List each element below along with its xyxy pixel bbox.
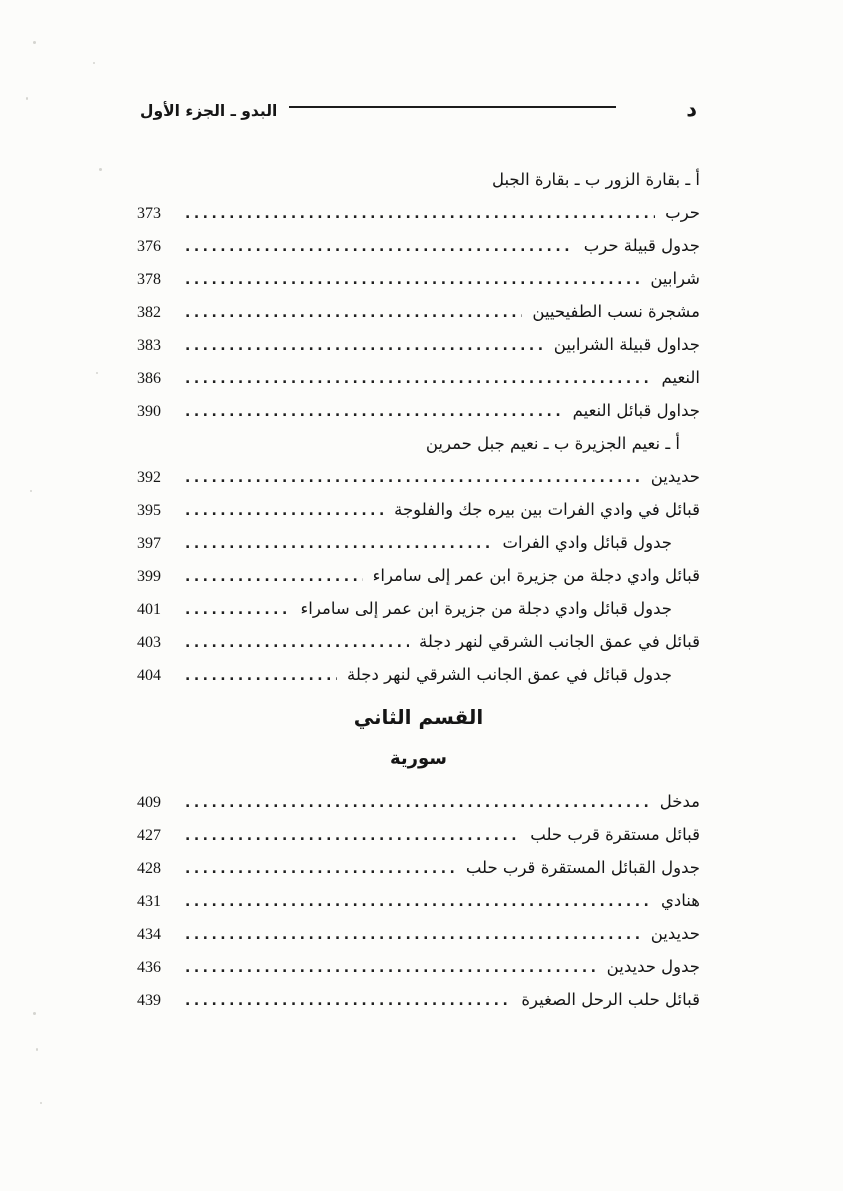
dot-leader xyxy=(185,828,520,844)
toc-entry-page-number: 383 xyxy=(137,337,161,354)
toc-entry-row xyxy=(137,658,700,691)
toc-entry-title: جدول قبيلة حرب xyxy=(583,236,700,255)
toc-entry-title: النعيم xyxy=(661,368,700,387)
scan-speck xyxy=(40,1102,42,1104)
dot-leader xyxy=(185,305,522,321)
toc-entry-page-number: 399 xyxy=(137,568,161,585)
toc-entry-title: شرابين xyxy=(650,269,700,288)
toc-entry-title: مدخل xyxy=(659,792,700,811)
dot-leader xyxy=(185,272,640,288)
dot-leader xyxy=(185,861,456,877)
dot-leader xyxy=(185,635,409,651)
toc-entry-row xyxy=(137,884,700,917)
toc-entry-title: جدول قبائل وادي دجلة من جزيرة ابن عمر إلى سامراء xyxy=(300,599,672,618)
toc-entry-title: قبائل في وادي الفرات بين بيره جك والفلوجة xyxy=(394,500,700,519)
dot-leader xyxy=(185,795,650,811)
toc-entry-title: قبائل في عمق الجانب الشرقي لنهر دجلة xyxy=(419,632,700,651)
toc-entry-row xyxy=(137,328,700,361)
toc-entry-title: قبائل حلب الرحل الصغيرة xyxy=(521,990,700,1009)
toc-entry-row xyxy=(137,262,700,295)
dot-leader xyxy=(185,960,597,976)
dot-leader xyxy=(185,371,651,387)
scan-speck xyxy=(93,62,95,64)
toc-entry-page-number: 404 xyxy=(137,667,161,684)
toc-entry-page-number: 376 xyxy=(137,238,161,255)
toc-subheading: أ ـ بقارة الزور ب ـ بقارة الجبل xyxy=(491,170,700,189)
part-heading: القسم الثاني xyxy=(353,705,484,729)
toc-entry-page-number: 378 xyxy=(137,271,161,288)
book-title: البدو ـ الجزء الأول xyxy=(140,102,278,120)
toc-entry-page-number: 395 xyxy=(137,502,161,519)
header-rule xyxy=(289,106,616,108)
scan-speck xyxy=(96,372,98,374)
dot-leader xyxy=(185,993,511,1009)
toc-entry-row xyxy=(137,295,700,328)
scan-speck xyxy=(36,1048,38,1051)
toc-entry-title: جداول قبائل النعيم xyxy=(572,401,700,420)
dot-leader xyxy=(185,894,651,910)
toc-entry-title: قبائل مستقرة قرب حلب xyxy=(530,825,700,844)
toc-entry-title: مشجرة نسب الطفيحيين xyxy=(532,302,700,321)
dot-leader xyxy=(185,927,641,943)
toc-entry-row xyxy=(137,592,700,625)
toc-entry-row xyxy=(137,361,700,394)
toc-entry-title: قبائل وادي دجلة من جزيرة ابن عمر إلى سامراء xyxy=(372,566,700,585)
toc-entry-row xyxy=(137,917,700,950)
toc-entry-row xyxy=(137,526,700,559)
toc-entry-title: جدول القبائل المستقرة قرب حلب xyxy=(465,858,700,877)
scan-speck xyxy=(33,1012,36,1015)
toc-subheading: أ ـ نعيم الجزيرة ب ـ نعيم جبل حمرين xyxy=(425,434,680,453)
toc-entry-page-number: 401 xyxy=(137,601,161,618)
toc-entry-row xyxy=(137,950,700,983)
toc-entry-page-number: 409 xyxy=(137,794,161,811)
toc-entry-row xyxy=(137,196,700,229)
dot-leader xyxy=(185,503,384,519)
dot-leader xyxy=(185,404,563,420)
toc-entry-page-number: 373 xyxy=(137,205,161,222)
toc-entry-page-number: 427 xyxy=(137,827,161,844)
scan-speck xyxy=(99,168,102,171)
dot-leader xyxy=(185,470,641,486)
toc-entry-page-number: 428 xyxy=(137,860,161,877)
toc-entry-row xyxy=(137,785,700,818)
toc-entry-page-number: 386 xyxy=(137,370,161,387)
dot-leader xyxy=(185,602,291,618)
part-subheading: سورية xyxy=(389,748,448,769)
toc-entry-page-number: 439 xyxy=(137,992,161,1009)
toc-entry-title: هنادي xyxy=(661,891,700,910)
toc-entry-title: حرب xyxy=(665,203,700,222)
dot-leader xyxy=(185,239,574,255)
toc-entry-row xyxy=(137,460,700,493)
toc-entry-title: حديدين xyxy=(650,924,700,943)
toc-entry-page-number: 434 xyxy=(137,926,161,943)
toc-entry-page-number: 390 xyxy=(137,403,161,420)
dot-leader xyxy=(185,206,655,222)
toc-entry-row xyxy=(137,851,700,884)
toc-entry-row xyxy=(137,493,700,526)
toc-entry-row xyxy=(137,983,700,1016)
scan-speck xyxy=(30,490,32,492)
running-header xyxy=(140,94,697,128)
dot-leader xyxy=(185,668,337,684)
toc-entry-row xyxy=(137,229,700,262)
dot-leader xyxy=(185,569,363,585)
toc-entry-title: جدول حديدين xyxy=(606,957,700,976)
toc-entry-row xyxy=(137,818,700,851)
toc-entry-title: جداول قبيلة الشرابين xyxy=(553,335,700,354)
toc-entry-title: جدول قبائل في عمق الجانب الشرقي لنهر دجلة xyxy=(346,665,672,684)
toc-entry-page-number: 392 xyxy=(137,469,161,486)
folio-page-letter: د xyxy=(686,96,697,121)
toc-entry-title: حديدين xyxy=(650,467,700,486)
toc-entry-page-number: 403 xyxy=(137,634,161,651)
scan-speck xyxy=(26,97,28,100)
table-of-contents xyxy=(137,163,700,1016)
toc-entry-row xyxy=(137,559,700,592)
toc-entry-page-number: 382 xyxy=(137,304,161,321)
toc-entry-page-number: 397 xyxy=(137,535,161,552)
dot-leader xyxy=(185,536,492,552)
toc-entry-title: جدول قبائل وادي الفرات xyxy=(502,533,672,552)
scan-speck xyxy=(33,41,36,44)
dot-leader xyxy=(185,338,544,354)
toc-entry-row xyxy=(137,394,700,427)
toc-entry-row xyxy=(137,625,700,658)
toc-entry-page-number: 436 xyxy=(137,959,161,976)
toc-entry-page-number: 431 xyxy=(137,893,161,910)
